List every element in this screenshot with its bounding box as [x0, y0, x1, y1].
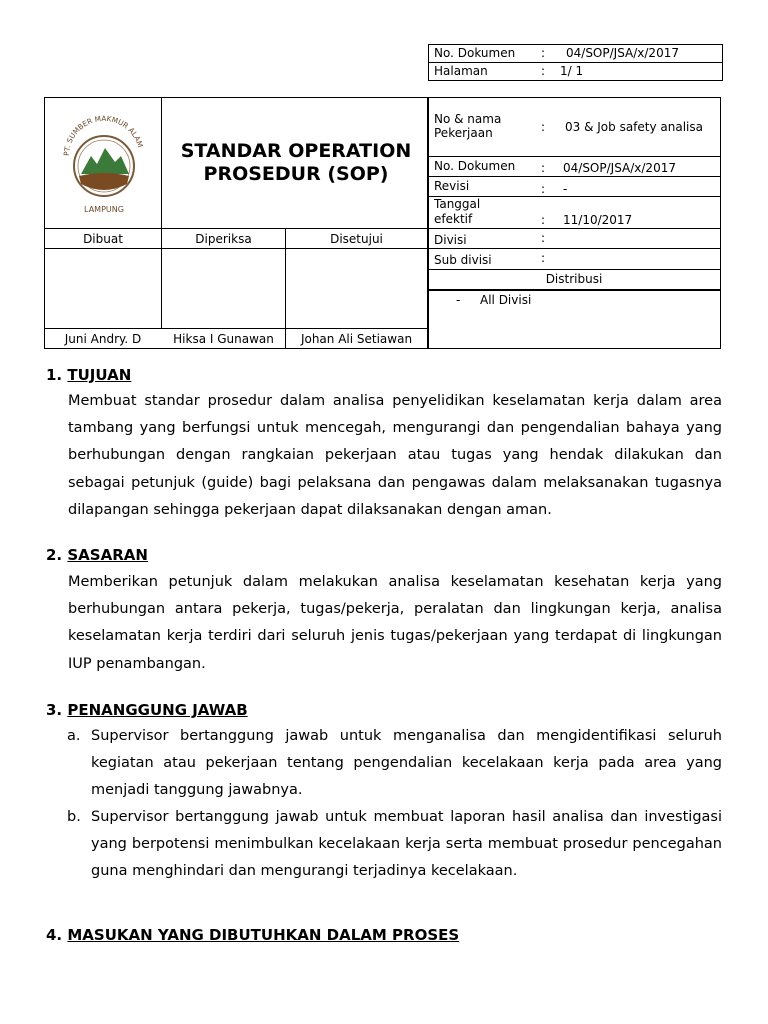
- colon: :: [541, 251, 546, 265]
- info-value-job: 03 & Job safety analisa: [565, 120, 703, 134]
- colon: :: [541, 231, 546, 245]
- info-label-sub-division: Sub divisi: [434, 253, 492, 267]
- company-logo-graphic: [59, 104, 149, 220]
- section-number: 4.: [46, 926, 63, 944]
- section-number: 1.: [46, 366, 63, 384]
- approval-header-diperiksa: Diperiksa: [195, 232, 252, 246]
- list-marker-b: b.: [67, 809, 81, 825]
- approval-name-disetujui: Johan Ali Setiawan: [300, 332, 413, 346]
- sop-header-table: [44, 97, 721, 349]
- section-number: 3.: [46, 701, 63, 719]
- list-marker-a: a.: [67, 728, 81, 744]
- document-title: [163, 140, 429, 186]
- info-label-job: No & nama Pekerjaan: [434, 112, 502, 140]
- colon: :: [541, 120, 546, 134]
- info-label-effective-date: Tanggal efektif: [434, 197, 481, 226]
- document-number-value: 04/SOP/JSA/x/2017: [566, 46, 679, 60]
- approval-header-disetujui: Disetujui: [330, 232, 383, 246]
- info-label-revision: Revisi: [434, 179, 470, 193]
- colon: :: [541, 46, 546, 60]
- section-number: 2.: [46, 546, 63, 564]
- section-1-text: Membuat standar prosedur dalam analisa penyelidikan keselamatan kerja dalam area tambang yang berfungsi untuk mencegah, mengurangi dan pengendalian bahaya yang berhubungan dengan rangkaian pekerjaan atau tugas yang hendak dilakukan dan sebagai petunjuk (guide) bagi pelaksana dan pengawas dalam melaksanakan tugasnya dilapangan sehingga pekerjaan dapat dilaksanakan dengan aman.: [68, 393, 722, 518]
- colon: :: [541, 64, 546, 78]
- info-label-division: Divisi: [434, 233, 467, 247]
- approval-name-diperiksa: Hiksa I Gunawan: [173, 332, 274, 346]
- document-number-row: [429, 45, 722, 62]
- responsibility-item-b: Supervisor bertanggung jawab untuk membuat laporan hasil analisa dan investigasi yang berpotensi menimbulkan kecelakaan kerja serta membuat prosedur pencegahan guna menghindari dan mengurangi terjadinya kecelakaan.: [91, 809, 722, 880]
- title-line-1: STANDAR OPERATION: [180, 140, 412, 162]
- title-line-2: PROSEDUR (SOP): [203, 163, 389, 185]
- colon: :: [541, 161, 546, 175]
- section-3-heading: [46, 701, 248, 719]
- logo-location-text: LAMPUNG: [84, 205, 124, 214]
- info-label-doc-number: No. Dokumen: [434, 159, 516, 173]
- info-value-doc-number: 04/SOP/JSA/x/2017: [563, 161, 676, 175]
- section-1-heading: [46, 366, 131, 384]
- section-title: MASUKAN YANG DIBUTUHKAN DALAM PROSES: [67, 926, 460, 944]
- colon: :: [541, 213, 546, 227]
- section-title: TUJUAN: [67, 366, 132, 384]
- logo-arc-text: PT. SUMBER MAKMUR ALAM: [61, 113, 145, 157]
- section-title: PENANGGUNG JAWAB: [67, 701, 248, 719]
- section-4-heading: [46, 926, 459, 944]
- company-logo: [59, 104, 149, 220]
- info-value-revision: -: [563, 182, 568, 196]
- distribution-header: Distribusi: [545, 272, 603, 286]
- page-label: Halaman: [434, 64, 488, 78]
- bullet: -: [456, 293, 461, 307]
- page-row: [429, 62, 722, 80]
- responsibility-item-a: Supervisor bertanggung jawab untuk menganalisa dan mengidentifikasi seluruh kegiatan atau pekerjaan tentang pengendalian kecelakaan kerja pada area yang menjadi tanggung jawabnya.: [91, 728, 722, 799]
- section-2-text: Memberikan petunjuk dalam melakukan analisa keselamatan kesehatan kerja yang berhubungan antara pekerja, tugas/pekerja, peralatan dan lingkungan kerja, analisa keselamatan kerja terdiri dari seluruh jenis tugas/pekerjaan yang terdapat di lingkungan IUP penambangan.: [68, 574, 722, 672]
- approval-name-dibuat: Juni Andry. D: [64, 332, 142, 346]
- approval-header-dibuat: Dibuat: [83, 232, 123, 246]
- colon: :: [541, 182, 546, 196]
- distribution-item: All Divisi: [480, 293, 532, 307]
- info-value-effective-date: 11/10/2017: [563, 213, 633, 227]
- page-value: 1/ 1: [560, 64, 584, 78]
- document-number-label: No. Dokumen: [434, 46, 516, 60]
- document-info-box: [428, 44, 723, 81]
- section-2-heading: [46, 546, 148, 564]
- section-title: SASARAN: [67, 546, 148, 564]
